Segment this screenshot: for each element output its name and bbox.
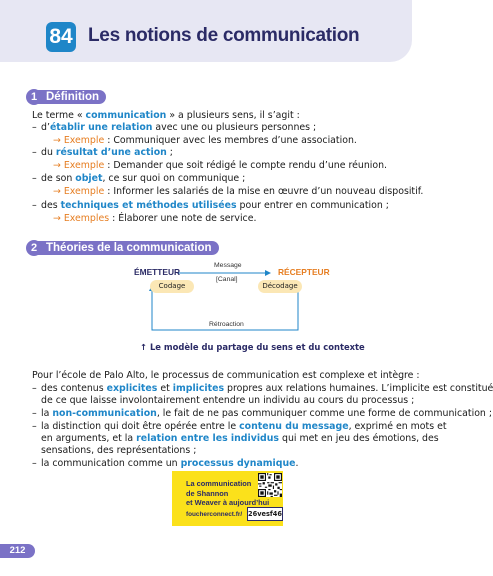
arrow-right-icon: →	[53, 186, 64, 197]
palo-alto-bullet-1-cont: de ce que laisse involontairement entendre un individu au cours du processus ;	[41, 395, 415, 406]
encoding-pill: Codage	[150, 280, 194, 293]
section-title: Définition	[36, 90, 106, 104]
definition-example-3: → Exemple : Informer les salariés de la mise en œuvre d’un nouveau dispositif.	[53, 186, 424, 197]
resource-code: 26vesf46	[247, 507, 283, 521]
section-title: Théories de la communication	[36, 241, 219, 255]
definition-item-2: – du résultat d’une action ;	[32, 147, 173, 158]
palo-alto-bullet-4: – la communication comme un processus dynamique.	[32, 458, 299, 469]
resource-url[interactable]: foucherconnect.fr/	[186, 511, 243, 518]
palo-alto-bullet-3: – la distinction qui doit être opérée entre le contenu du message, exprimé en mots et	[32, 421, 447, 432]
definition-example-1: → Exemple : Communiquer avec les membres d’une association.	[53, 135, 357, 146]
definition-example-4: → Exemples : Élaborer une note de service.	[53, 213, 257, 224]
palo-alto-bullet-3-cont: en arguments, et la relation entre les individus qui met en jeu des émotions, des	[41, 433, 439, 444]
page-number: 212	[0, 544, 35, 558]
canal-label: [Canal]	[216, 276, 238, 283]
palo-alto-bullet-3-cont2: sensations, des représentations ;	[41, 445, 197, 456]
resource-title: La communication de Shannon et Weaver à aujourd’hui	[186, 479, 270, 508]
definition-item-4: – des techniques et méthodes utilisées pour entrer en communication ;	[32, 200, 389, 211]
palo-alto-intro: Pour l’école de Palo Alto, le processus de communication est complexe et intègre :	[32, 370, 420, 381]
palo-alto-bullet-1: – des contenus explicites et implicites propres aux relations humaines. L’implicite est constitué	[32, 383, 493, 394]
definition-example-2: → Exemple : Demander que soit rédigé le compte rendu d’une réunion.	[53, 160, 388, 171]
arrow-right-icon: →	[53, 135, 64, 146]
receiver-label: RÉCEPTEUR	[278, 267, 330, 277]
decoding-pill: Décodage	[258, 280, 302, 293]
definition-intro: Le terme « communication » a plusieurs sens, il s’agit :	[32, 110, 300, 121]
qr-code-icon[interactable]	[258, 473, 282, 497]
definition-item-3: – de son objet, ce sur quoi on communique ;	[32, 173, 246, 184]
communication-model-diagram	[120, 258, 340, 342]
resource-link-box[interactable]	[172, 471, 283, 526]
definition-item-1: – d’établir une relation avec une ou plusieurs personnes ;	[32, 122, 317, 133]
arrow-right-icon: →	[53, 213, 64, 224]
arrow-right-icon: →	[53, 160, 64, 171]
chapter-number-badge: 84	[46, 22, 76, 52]
emitter-label: ÉMETTEUR	[134, 267, 181, 277]
diagram-caption: ↑ Le modèle du partage du sens et du contexte	[140, 342, 365, 352]
section-number: 2	[26, 240, 42, 256]
arrow-up-icon: ↑	[140, 342, 150, 352]
section-number: 1	[26, 89, 42, 105]
page-title: Les notions de communication	[88, 25, 360, 46]
palo-alto-bullet-2: – la non-communication, le fait de ne pas communiquer comme une forme de communication ;	[32, 408, 493, 419]
feedback-label: Rétroaction	[209, 321, 244, 328]
message-label: Message	[214, 262, 242, 269]
